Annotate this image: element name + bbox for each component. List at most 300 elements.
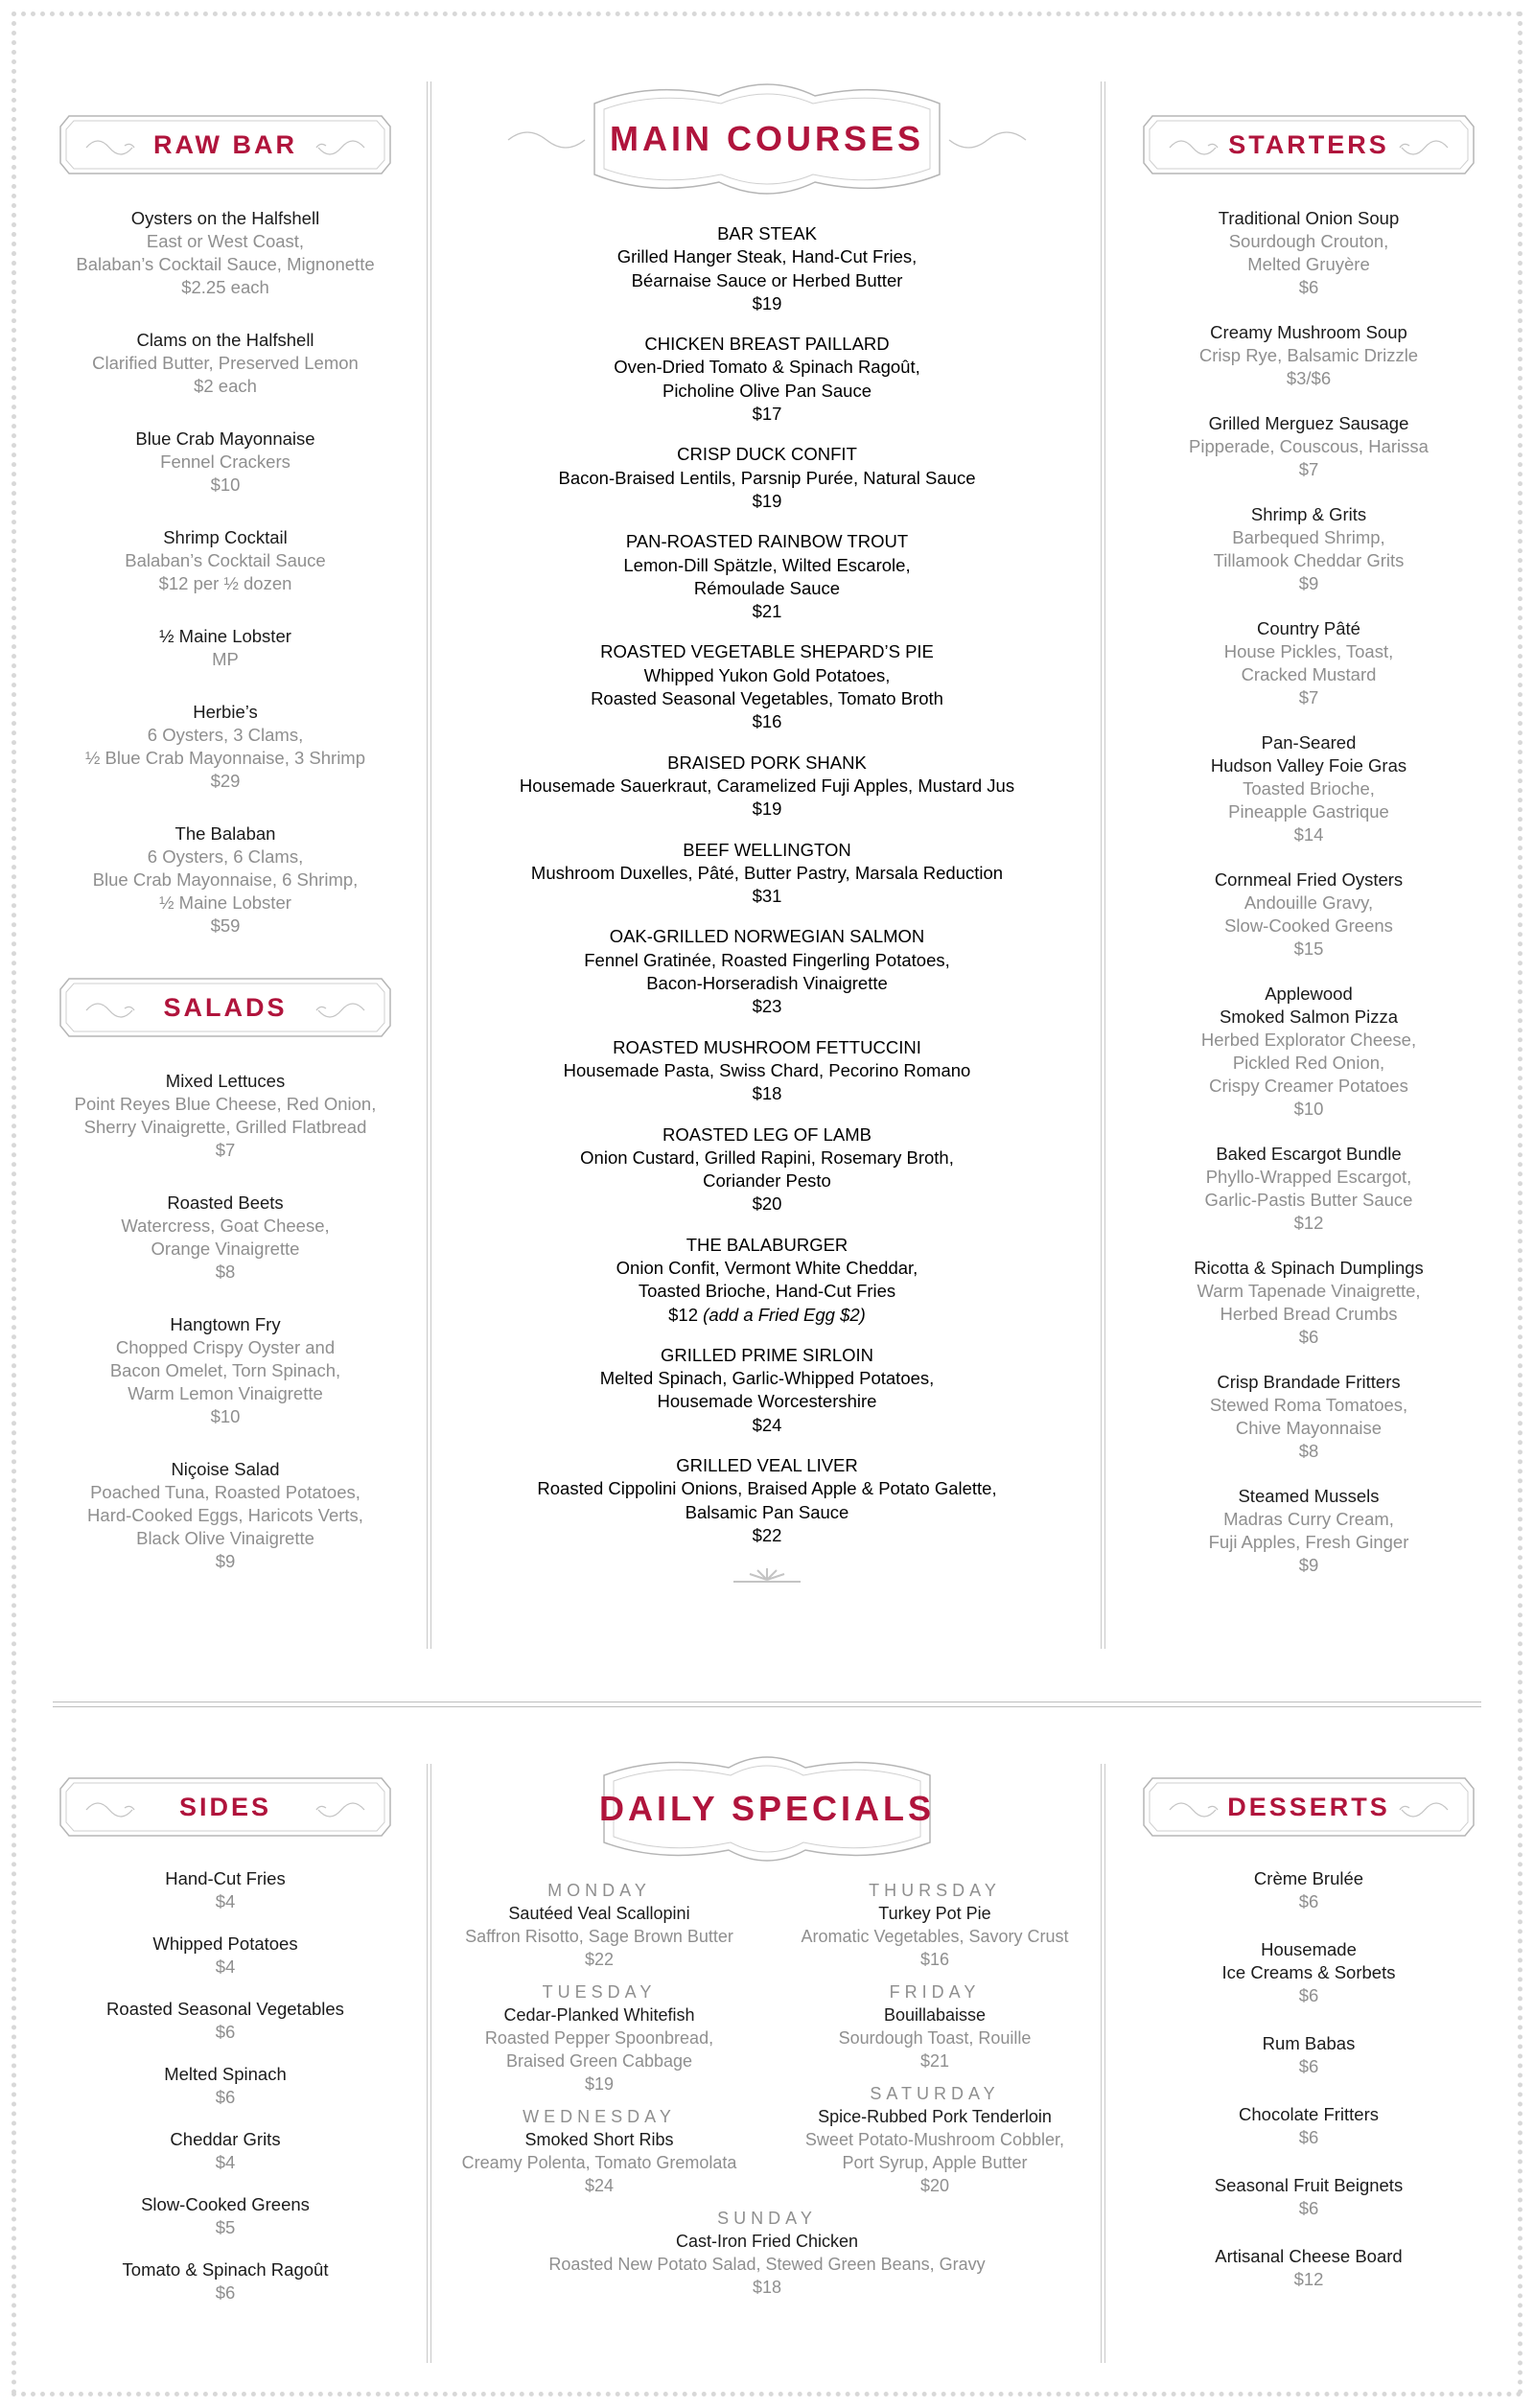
price-value: $6 bbox=[1298, 2198, 1319, 2218]
item-description: Watercress, Goat Cheese, bbox=[121, 1216, 330, 1236]
item-price bbox=[441, 798, 1093, 821]
item-description: Sherry Vinaigrette, Grilled Flatbread bbox=[83, 1117, 367, 1137]
special-price: $21 bbox=[919, 2051, 950, 2071]
item-name: Crisp Brandade Fritters bbox=[1217, 1372, 1401, 1392]
item-description: Lemon-Dill Spätzle, Wilted Escarole, bbox=[623, 554, 911, 575]
item-price bbox=[441, 1414, 1093, 1437]
menu-item bbox=[441, 925, 1093, 1018]
main-courses-list bbox=[441, 222, 1093, 1547]
item-name: ROASTED LEG OF LAMB bbox=[662, 1123, 872, 1145]
price-value: $10 bbox=[210, 475, 241, 495]
menu-item bbox=[1131, 412, 1486, 481]
price-value: $14 bbox=[1293, 824, 1324, 845]
special-day: SATURDAY bbox=[870, 2084, 1000, 2103]
price-value: $19 bbox=[752, 799, 782, 820]
item-name: Smoked Salmon Pizza bbox=[1219, 1007, 1399, 1027]
menu-item bbox=[1131, 1867, 1486, 1913]
item-price bbox=[1131, 2197, 1486, 2220]
item-description: Crisp Rye, Balsamic Drizzle bbox=[1198, 345, 1419, 365]
menu-item bbox=[48, 701, 403, 793]
item-price bbox=[1131, 1326, 1486, 1349]
menu-item bbox=[441, 1234, 1093, 1327]
item-name: Roasted Beets bbox=[167, 1192, 284, 1213]
item-price bbox=[48, 2281, 403, 2304]
menu-item bbox=[1131, 2174, 1486, 2220]
starters-title: STARTERS bbox=[1228, 129, 1389, 159]
menu-item bbox=[48, 329, 403, 398]
price-value: $59 bbox=[210, 915, 241, 936]
item-price bbox=[48, 474, 403, 497]
item-name: Baked Escargot Bundle bbox=[1216, 1144, 1402, 1164]
price-value: $20 bbox=[752, 1193, 782, 1215]
item-description: Grilled Hanger Steak, Hand-Cut Fries, bbox=[616, 246, 918, 267]
item-price bbox=[441, 1524, 1093, 1547]
specials-sunday bbox=[441, 2207, 1093, 2299]
special-item bbox=[441, 1879, 757, 1971]
item-name: GRILLED PRIME SIRLOIN bbox=[660, 1344, 874, 1365]
item-price bbox=[48, 276, 403, 299]
price-value: $12 per ½ dozen bbox=[158, 573, 292, 593]
item-name: Housemade bbox=[1261, 1939, 1357, 1959]
item-name: PAN-ROASTED RAINBOW TROUT bbox=[625, 531, 909, 552]
item-price bbox=[441, 490, 1093, 513]
item-price bbox=[1131, 1984, 1486, 2007]
price-value: $6 bbox=[1298, 1891, 1319, 1911]
special-day: SUNDAY bbox=[717, 2209, 817, 2228]
price-value: $4 bbox=[215, 1891, 236, 1911]
menu-item bbox=[1131, 1371, 1486, 1463]
menu-item bbox=[48, 1998, 403, 2044]
item-name: Shrimp Cocktail bbox=[163, 527, 288, 547]
item-name: Mixed Lettuces bbox=[165, 1071, 286, 1091]
item-price bbox=[48, 2021, 403, 2044]
item-name: Clams on the Halfshell bbox=[136, 330, 314, 350]
special-price: $16 bbox=[919, 1950, 950, 1969]
item-description: ½ Maine Lobster bbox=[159, 892, 291, 913]
item-description: Garlic-Pastis Butter Sauce bbox=[1204, 1190, 1413, 1210]
special-price: $19 bbox=[584, 2074, 615, 2094]
price-value: $19 bbox=[752, 490, 782, 511]
menu-item bbox=[441, 530, 1093, 623]
special-name: Cast-Iron Fried Chicken bbox=[675, 2232, 859, 2251]
item-description: Fennel Crackers bbox=[160, 452, 291, 472]
item-description: Picholine Olive Pan Sauce bbox=[662, 380, 872, 401]
menu-item bbox=[48, 1867, 403, 1913]
item-description: Roasted Cippolini Onions, Braised Apple & Potato Galette, bbox=[537, 1478, 997, 1499]
menu-item bbox=[441, 839, 1093, 909]
special-day: THURSDAY bbox=[869, 1881, 1001, 1900]
starters-header bbox=[1141, 113, 1476, 176]
item-price bbox=[441, 710, 1093, 733]
price-value: $12 bbox=[668, 1304, 699, 1325]
price-value: $24 bbox=[752, 1414, 782, 1435]
menu-item bbox=[48, 1313, 403, 1428]
salads-list bbox=[48, 1070, 403, 1573]
item-price bbox=[48, 648, 403, 671]
desserts-list bbox=[1131, 1867, 1486, 2291]
salads-header bbox=[58, 976, 393, 1039]
menu-item bbox=[48, 625, 403, 671]
item-price bbox=[441, 1304, 1093, 1327]
special-item bbox=[777, 1980, 1093, 2072]
item-name: Ricotta & Spinach Dumplings bbox=[1194, 1258, 1424, 1278]
right-column-bottom bbox=[1131, 1775, 1486, 2316]
menu-item bbox=[48, 428, 403, 497]
item-description: House Pickles, Toast, bbox=[1223, 641, 1394, 661]
price-value: $6 bbox=[1298, 2056, 1319, 2076]
item-price bbox=[1131, 276, 1486, 299]
item-name: Applewood bbox=[1265, 984, 1353, 1004]
item-description: Whipped Yukon Gold Potatoes, bbox=[643, 664, 891, 685]
price-value: $22 bbox=[752, 1524, 782, 1545]
item-price bbox=[441, 885, 1093, 908]
price-value: $2 each bbox=[194, 376, 257, 396]
price-value: $6 bbox=[1298, 1985, 1319, 2005]
item-description: Housemade Pasta, Swiss Chard, Pecorino Romano bbox=[563, 1059, 971, 1080]
item-name: Shrimp & Grits bbox=[1250, 504, 1367, 524]
left-column-bottom bbox=[48, 1775, 403, 2324]
price-note: (add a Fried Egg $2) bbox=[703, 1304, 866, 1325]
price-value: $6 bbox=[215, 2282, 236, 2303]
menu-item bbox=[48, 2193, 403, 2239]
menu-item bbox=[1131, 2245, 1486, 2291]
item-name: Rum Babas bbox=[1262, 2033, 1356, 2053]
item-price bbox=[1131, 458, 1486, 481]
item-name: Melted Spinach bbox=[164, 2064, 287, 2084]
menu-item bbox=[441, 1036, 1093, 1106]
price-value: $6 bbox=[1298, 1327, 1319, 1347]
sides-list bbox=[48, 1867, 403, 2304]
item-name: Hangtown Fry bbox=[170, 1314, 281, 1334]
special-name: Turkey Pot Pie bbox=[878, 1904, 991, 1923]
price-value: $16 bbox=[752, 711, 782, 732]
item-description: 6 Oysters, 6 Clams, bbox=[147, 846, 304, 867]
item-price bbox=[48, 770, 403, 793]
menu-item bbox=[48, 2128, 403, 2174]
menu-item bbox=[441, 443, 1093, 513]
item-description: Herbed Explorator Cheese, bbox=[1200, 1030, 1417, 1050]
item-description: Phyllo-Wrapped Escargot, bbox=[1205, 1167, 1412, 1187]
menu-item bbox=[1131, 2032, 1486, 2078]
item-description: Slow-Cooked Greens bbox=[1224, 915, 1393, 936]
item-name: Creamy Mushroom Soup bbox=[1210, 322, 1407, 342]
price-value: $4 bbox=[215, 1956, 236, 1977]
item-description: Fuji Apples, Fresh Ginger bbox=[1208, 1532, 1409, 1552]
item-price bbox=[48, 375, 403, 398]
price-value: $15 bbox=[1293, 938, 1324, 959]
menu-item bbox=[1131, 503, 1486, 595]
price-value: $29 bbox=[210, 771, 241, 791]
item-name: BAR STEAK bbox=[717, 223, 817, 243]
raw-bar-list bbox=[48, 207, 403, 938]
divider-right-top bbox=[1101, 81, 1102, 1649]
menu-item bbox=[48, 1070, 403, 1162]
item-price bbox=[48, 1405, 403, 1428]
special-item bbox=[777, 1879, 1093, 1971]
item-description: Crispy Creamer Potatoes bbox=[1209, 1076, 1408, 1096]
item-price bbox=[1131, 823, 1486, 846]
item-description: East or West Coast, bbox=[146, 231, 305, 251]
menu-item bbox=[48, 1192, 403, 1284]
menu-item bbox=[48, 2063, 403, 2109]
price-value: MP bbox=[212, 649, 239, 669]
item-price bbox=[1131, 2126, 1486, 2149]
special-description: Creamy Polenta, Tomato Gremolata bbox=[461, 2153, 737, 2172]
item-description: Madras Curry Cream, bbox=[1223, 1509, 1394, 1529]
special-name: Smoked Short Ribs bbox=[524, 2130, 674, 2149]
item-price bbox=[441, 403, 1093, 426]
item-price bbox=[48, 572, 403, 595]
item-price bbox=[1131, 2268, 1486, 2291]
menu-item bbox=[1131, 731, 1486, 846]
menu-item bbox=[441, 1454, 1093, 1547]
item-description: Bacon-Braised Lentils, Parsnip Purée, Natural Sauce bbox=[558, 467, 976, 488]
item-description: Poached Tuna, Roasted Potatoes, bbox=[90, 1482, 360, 1502]
item-description: Warm Tapenade Vinaigrette, bbox=[1197, 1281, 1421, 1301]
menu-item bbox=[1131, 983, 1486, 1121]
special-day: FRIDAY bbox=[889, 1982, 981, 2002]
menu-item bbox=[48, 207, 403, 299]
item-name: Herbie’s bbox=[193, 702, 258, 722]
menu-item bbox=[1131, 617, 1486, 709]
price-value: $10 bbox=[210, 1406, 241, 1426]
price-value: $6 bbox=[215, 2087, 236, 2107]
item-name: Hand-Cut Fries bbox=[165, 1868, 286, 1888]
menu-item bbox=[48, 822, 403, 938]
special-item bbox=[441, 1980, 757, 2095]
special-name: Spice-Rubbed Pork Tenderloin bbox=[818, 2107, 1052, 2126]
specials-grid bbox=[441, 1879, 1093, 2207]
item-description: Toasted Brioche, bbox=[1243, 778, 1375, 799]
item-description: Housemade Sauerkraut, Caramelized Fuji Apples, Mustard Jus bbox=[519, 775, 1015, 796]
item-price bbox=[48, 2086, 403, 2109]
menu-item bbox=[1131, 2103, 1486, 2149]
item-description: Coriander Pesto bbox=[703, 1170, 831, 1192]
starters-list bbox=[1131, 207, 1486, 1577]
item-price bbox=[1131, 1440, 1486, 1463]
item-description: Rémoulade Sauce bbox=[693, 577, 841, 598]
item-name: Niçoise Salad bbox=[171, 1459, 280, 1479]
item-description: Onion Confit, Vermont White Cheddar, bbox=[616, 1257, 918, 1278]
menu-item bbox=[1131, 868, 1486, 961]
item-price bbox=[48, 1139, 403, 1162]
item-name: Tomato & Spinach Ragoût bbox=[122, 2259, 329, 2280]
item-name: Pan-Seared bbox=[1261, 732, 1357, 752]
item-price bbox=[441, 600, 1093, 623]
item-description: Andouille Gravy, bbox=[1243, 892, 1374, 913]
item-price bbox=[1131, 2055, 1486, 2078]
item-description: Orange Vinaigrette bbox=[151, 1239, 300, 1259]
special-name: Cedar-Planked Whitefish bbox=[503, 2005, 695, 2025]
left-column-top bbox=[48, 113, 403, 1603]
special-day: MONDAY bbox=[547, 1881, 651, 1900]
item-name: ROASTED MUSHROOM FETTUCCINI bbox=[613, 1036, 921, 1057]
item-name: Traditional Onion Soup bbox=[1218, 208, 1400, 228]
item-name: Slow-Cooked Greens bbox=[141, 2194, 310, 2214]
divider-left-bottom bbox=[427, 1764, 428, 2363]
item-name: Artisanal Cheese Board bbox=[1215, 2246, 1403, 2266]
item-description: 6 Oysters, 3 Clams, bbox=[147, 725, 304, 745]
special-item bbox=[777, 2082, 1093, 2197]
item-description: Sourdough Crouton, bbox=[1228, 231, 1389, 251]
item-price bbox=[441, 995, 1093, 1018]
item-description: Chopped Crispy Oyster and bbox=[115, 1337, 336, 1357]
price-value: $8 bbox=[1298, 1441, 1319, 1461]
item-name: Cornmeal Fried Oysters bbox=[1214, 869, 1404, 890]
item-description: Clarified Butter, Preserved Lemon bbox=[92, 353, 359, 373]
middle-column-bottom bbox=[441, 1747, 1093, 2308]
item-description: Blue Crab Mayonnaise, 6 Shrimp, bbox=[92, 869, 359, 890]
menu-item bbox=[48, 1933, 403, 1979]
special-description: Sweet Potato-Mushroom Cobbler, bbox=[804, 2130, 1065, 2149]
price-value: $7 bbox=[1298, 459, 1319, 479]
item-name: Oysters on the Halfshell bbox=[130, 208, 320, 228]
item-description: Melted Spinach, Garlic-Whipped Potatoes, bbox=[599, 1368, 935, 1389]
price-value: $12 bbox=[1293, 1213, 1324, 1233]
item-price bbox=[441, 1082, 1093, 1105]
sides-header bbox=[58, 1775, 393, 1839]
price-value: $6 bbox=[215, 2022, 236, 2042]
menu-item bbox=[441, 1344, 1093, 1437]
item-description: Roasted Seasonal Vegetables, Tomato Broth bbox=[591, 688, 943, 709]
menu-item bbox=[441, 222, 1093, 315]
divider-left-top bbox=[427, 81, 428, 1649]
item-name: GRILLED VEAL LIVER bbox=[676, 1455, 858, 1476]
item-price bbox=[1131, 686, 1486, 709]
menu-item bbox=[1131, 1938, 1486, 2007]
right-column-top bbox=[1131, 113, 1486, 1599]
price-value: $10 bbox=[1293, 1099, 1324, 1119]
special-item bbox=[441, 2207, 1093, 2299]
special-description: Port Syrup, Apple Butter bbox=[842, 2153, 1028, 2172]
item-price bbox=[1131, 1890, 1486, 1913]
item-price bbox=[48, 1550, 403, 1573]
item-name: ROASTED VEGETABLE SHEPARD’S PIE bbox=[600, 641, 934, 662]
item-price bbox=[48, 1956, 403, 1979]
price-value: $18 bbox=[752, 1083, 782, 1104]
item-description: Herbed Bread Crumbs bbox=[1220, 1304, 1398, 1324]
item-description: Warm Lemon Vinaigrette bbox=[128, 1383, 323, 1403]
price-value: $31 bbox=[752, 886, 782, 907]
menu-item bbox=[48, 2258, 403, 2304]
menu-item bbox=[1131, 207, 1486, 299]
menu-item bbox=[1131, 1257, 1486, 1349]
price-value: $9 bbox=[1298, 573, 1319, 593]
special-description: Saffron Risotto, Sage Brown Butter bbox=[465, 1927, 733, 1946]
price-value: $8 bbox=[215, 1262, 236, 1282]
price-value: $6 bbox=[1298, 277, 1319, 297]
special-day: TUESDAY bbox=[542, 1982, 657, 2002]
special-item bbox=[441, 2105, 757, 2197]
item-price bbox=[1131, 572, 1486, 595]
raw-bar-title: RAW BAR bbox=[153, 129, 297, 159]
item-name: OAK-GRILLED NORWEGIAN SALMON bbox=[609, 926, 925, 947]
item-price bbox=[441, 1192, 1093, 1216]
item-description: Pipperade, Couscous, Harissa bbox=[1189, 436, 1429, 456]
item-price bbox=[1131, 1098, 1486, 1121]
desserts-header bbox=[1141, 1775, 1476, 1839]
sides-title: SIDES bbox=[178, 1792, 272, 1821]
item-description: Point Reyes Blue Cheese, Red Onion, bbox=[74, 1094, 377, 1114]
item-description: ½ Blue Crab Mayonnaise, 3 Shrimp bbox=[84, 748, 366, 768]
main-courses-header bbox=[499, 77, 1035, 201]
price-value: $3/$6 bbox=[1286, 368, 1332, 388]
item-price bbox=[1131, 1212, 1486, 1235]
menu-item bbox=[1131, 1485, 1486, 1577]
price-value: $2.25 each bbox=[181, 277, 269, 297]
item-price bbox=[1131, 367, 1486, 390]
menu-item bbox=[48, 1458, 403, 1573]
price-value: $17 bbox=[752, 404, 782, 425]
price-value: $7 bbox=[1298, 687, 1319, 707]
item-name: ½ Maine Lobster bbox=[159, 626, 291, 646]
menu-item bbox=[441, 333, 1093, 426]
item-description: Pineapple Gastrique bbox=[1228, 801, 1389, 822]
item-name: BRAISED PORK SHANK bbox=[667, 752, 867, 773]
item-name: CHICKEN BREAST PAILLARD bbox=[644, 334, 890, 355]
price-value: $6 bbox=[1298, 2127, 1319, 2147]
sunburst-ornament-icon bbox=[724, 1564, 810, 1584]
item-description: Chive Mayonnaise bbox=[1235, 1418, 1383, 1438]
middle-column-top bbox=[441, 77, 1093, 1584]
desserts-title: DESSERTS bbox=[1227, 1792, 1390, 1821]
menu-item bbox=[48, 526, 403, 595]
special-price: $18 bbox=[752, 2278, 782, 2297]
item-name: Grilled Merguez Sausage bbox=[1208, 413, 1409, 433]
item-price bbox=[1131, 938, 1486, 961]
daily-specials-header bbox=[585, 1747, 949, 1871]
item-description: Béarnaise Sauce or Herbed Butter bbox=[631, 269, 903, 290]
special-description: Sourdough Toast, Rouille bbox=[838, 2028, 1032, 2048]
item-description: Fennel Gratinée, Roasted Fingerling Potatoes, bbox=[584, 949, 950, 970]
item-name: THE BALABURGER bbox=[686, 1234, 848, 1255]
item-description: Cracked Mustard bbox=[1241, 664, 1377, 684]
item-description: Onion Custard, Grilled Rapini, Rosemary Broth, bbox=[580, 1146, 954, 1168]
item-name: Roasted Seasonal Vegetables bbox=[106, 1999, 344, 2019]
menu-item bbox=[441, 752, 1093, 822]
item-name: Steamed Mussels bbox=[1238, 1486, 1380, 1506]
price-value: $21 bbox=[752, 601, 782, 622]
menu-item bbox=[441, 1123, 1093, 1216]
item-description: Balsamic Pan Sauce bbox=[685, 1501, 849, 1522]
menu-item bbox=[1131, 321, 1486, 390]
special-description: Braised Green Cabbage bbox=[505, 2051, 693, 2071]
special-day: WEDNESDAY bbox=[523, 2107, 676, 2126]
item-description: Hard-Cooked Eggs, Haricots Verts, bbox=[87, 1505, 363, 1525]
item-price bbox=[48, 915, 403, 938]
item-name: The Balaban bbox=[174, 823, 276, 844]
menu-item bbox=[1131, 1143, 1486, 1235]
divider-right-bottom bbox=[1101, 1764, 1102, 2363]
main-courses-title: MAIN COURSES bbox=[609, 119, 925, 158]
special-price: $24 bbox=[584, 2176, 615, 2195]
specials-left-list bbox=[441, 1879, 757, 2207]
item-name: Ice Creams & Sorbets bbox=[1221, 1962, 1396, 1982]
item-description: Black Olive Vinaigrette bbox=[136, 1528, 314, 1548]
item-description: Oven-Dried Tomato & Spinach Ragoût, bbox=[614, 357, 920, 378]
item-description: Melted Gruyère bbox=[1247, 254, 1370, 274]
item-name: Country Pâté bbox=[1257, 618, 1360, 638]
salads-title: SALADS bbox=[163, 992, 288, 1022]
item-description: Tillamook Cheddar Grits bbox=[1213, 550, 1405, 570]
item-description: Balaban’s Cocktail Sauce bbox=[125, 550, 326, 570]
item-description: Toasted Brioche, Hand-Cut Fries bbox=[638, 1281, 896, 1302]
item-name: BEEF WELLINGTON bbox=[683, 839, 851, 860]
item-name: Whipped Potatoes bbox=[152, 1933, 298, 1954]
item-name: Blue Crab Mayonnaise bbox=[135, 428, 315, 449]
price-value: $5 bbox=[215, 2217, 236, 2237]
price-value: $19 bbox=[752, 292, 782, 313]
